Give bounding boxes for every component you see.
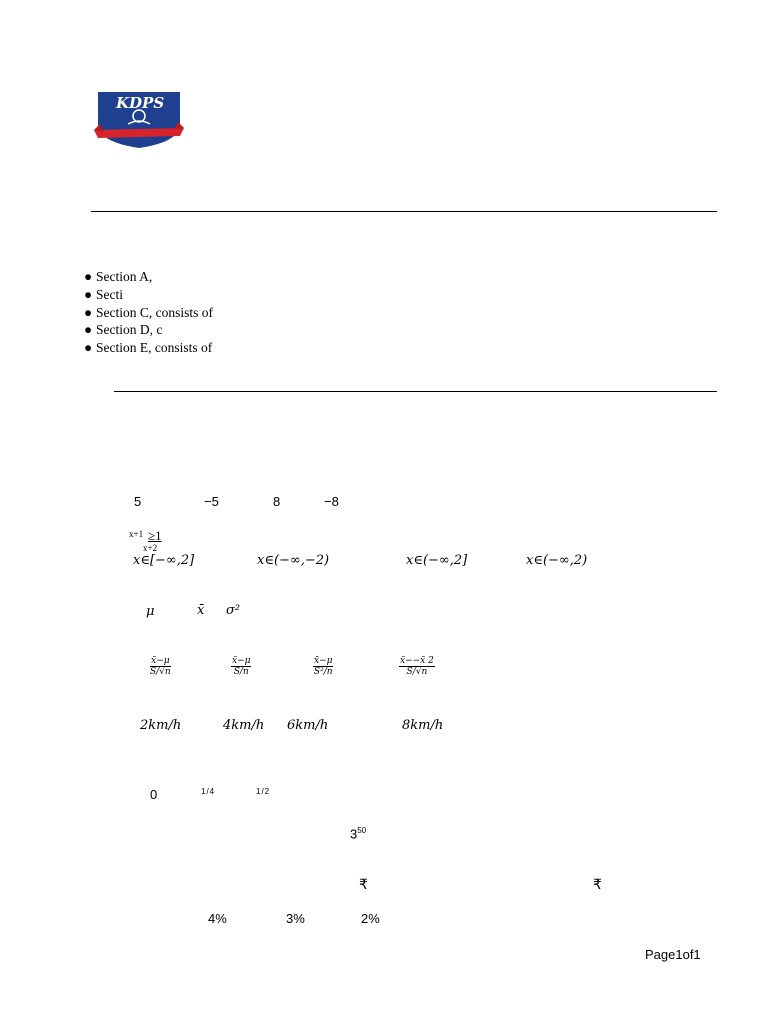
list-item: ● Section D, c: [84, 322, 163, 338]
q8-currency-b: ₹: [593, 876, 602, 892]
q5-option-d: 8km/h: [402, 718, 444, 733]
q2-numerator: x+1: [129, 529, 144, 539]
q4-option-d: $\frac{x̄--x̄ 2}{S/√n}$: [400, 656, 434, 677]
list-item: ● Section A,: [84, 269, 153, 284]
q4-option-a: $\frac{x̄-\mu}{S/√n}$: [150, 656, 171, 677]
q3-symbol-xbar: x̄: [197, 603, 205, 618]
list-item: ● Section C, consists of: [84, 304, 213, 320]
q1-option-b: −5: [204, 494, 219, 509]
q5-option-a: 2km/h: [140, 718, 182, 733]
q6-option-a: 0: [150, 787, 158, 802]
q2-option-b: x∈(−∞,−2): [257, 553, 330, 568]
q7-power: $3^{50}$: [350, 826, 367, 842]
q8-currency-a: ₹: [359, 876, 368, 892]
q5-option-c: 6km/h: [287, 718, 329, 733]
q1-option-c: 8: [273, 494, 281, 509]
instructions-divider: [114, 391, 717, 392]
q6-option-b: 1/4: [201, 787, 216, 796]
q1-option-a: 5: [134, 494, 142, 509]
school-logo: [94, 88, 184, 148]
q9-option-b: 3%: [286, 911, 305, 926]
list-item: ● Section E, consists of: [84, 340, 213, 356]
q2-denominator: x+2: [143, 543, 158, 553]
q3-symbol-sigma: σ²: [226, 603, 241, 618]
top-divider: [91, 211, 717, 212]
q2-option-a: x∈[−∞,2]: [133, 553, 195, 568]
q9-option-a: 4%: [208, 911, 227, 926]
q2-option-c: x∈(−∞,2]: [406, 553, 468, 568]
q4-option-b: $\frac{x̄-\mu}{S/n}$: [232, 656, 251, 677]
q2-option-d: x∈(−∞,2): [526, 553, 588, 568]
q6-option-c: 1/2: [256, 787, 271, 796]
q4-option-c: $\frac{x̄-\mu}{\text{S²/n}}$: [313, 656, 333, 677]
q1-option-d: −8: [324, 494, 339, 509]
q5-option-b: 4km/h: [223, 718, 265, 733]
q2-operator: ≥1: [148, 528, 162, 543]
instructions-list: [84, 268, 213, 357]
q9-option-c: 2%: [361, 911, 380, 926]
list-item: ● Secti: [84, 286, 123, 302]
q3-symbol-mu: μ: [146, 604, 155, 619]
logo-text: KDPS: [116, 94, 165, 112]
page-number: Page1of1: [645, 947, 701, 962]
